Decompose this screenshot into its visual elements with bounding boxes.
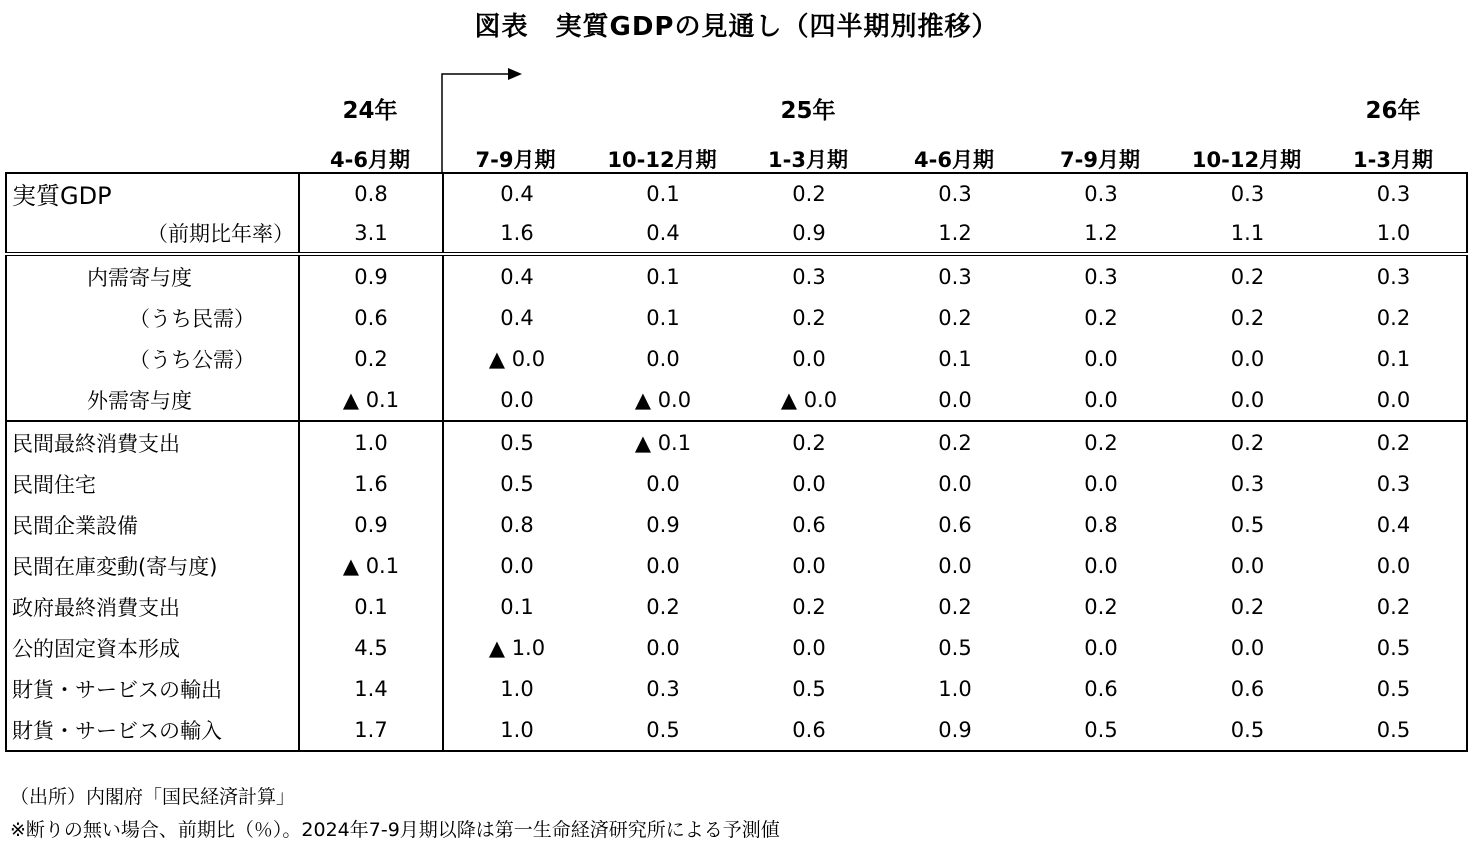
period-header: 1-3月期 (768, 148, 848, 172)
table-cell: 0.2 (882, 421, 1028, 463)
year-label-25: 25年 (780, 98, 836, 124)
table-cell: 0.5 (443, 421, 590, 463)
period-header: 10-12月期 (1191, 148, 1302, 172)
table-cell: 0.0 (1084, 553, 1118, 578)
period-header: 10-12月期 (607, 148, 717, 172)
table-cell: 0.0 (1230, 387, 1265, 412)
table-cell: 0.6 (792, 717, 826, 742)
year-label-24: 24年 (342, 98, 398, 124)
table-cell: 0.3 (1376, 471, 1411, 496)
table-cell: 0.0 (1376, 387, 1411, 412)
table-cell: ▲ 0.1 (590, 421, 736, 463)
table-cell: 1.2 (938, 220, 972, 245)
table-cell: 0.0 (792, 346, 826, 371)
period-header: 7-9月期 (1060, 148, 1140, 172)
table-cell: 1.2 (1084, 220, 1118, 245)
table-cell: 0.1 (299, 586, 443, 627)
row-label: 民間住宅 (6, 463, 299, 504)
table-cell: ▲ 1.0 (488, 635, 546, 660)
table-cell: 0.1 (590, 254, 736, 297)
table-cell: 0.0 (1084, 635, 1118, 660)
table-cell: 0.0 (1230, 553, 1265, 578)
table-cell: 0.2 (646, 594, 680, 619)
period-header: 4-6月期 (914, 148, 994, 172)
table-row (6, 627, 1467, 668)
table-cell: 0.6 (299, 297, 443, 338)
table-cell: 0.1 (500, 594, 534, 619)
source-note: （出所）内閣府「国民経済計算」 (10, 786, 296, 808)
table-cell: 0.2 (1174, 254, 1321, 297)
table-cell: 0.3 (938, 181, 972, 206)
table-row (6, 709, 1467, 751)
table-cell: 0.2 (736, 421, 882, 463)
row-label: 政府最終消費支出 (6, 586, 299, 627)
row-label: 実質GDP (6, 173, 299, 213)
row-label: 外需寄与度 (6, 379, 299, 421)
table-cell: 0.9 (792, 220, 826, 245)
table-cell: 0.9 (299, 504, 443, 545)
row-label: 民間企業設備 (6, 504, 299, 545)
table-cell: 0.2 (1230, 305, 1265, 330)
table-row (6, 213, 1467, 254)
table-cell: 0.1 (938, 346, 972, 371)
table-cell: 0.2 (1174, 421, 1321, 463)
table-cell: ▲ 0.1 (299, 379, 443, 421)
table-row (6, 586, 1467, 627)
table-cell: 0.1 (646, 305, 680, 330)
row-label: 財貨・サービスの輸入 (6, 709, 299, 751)
row-label: 民間最終消費支出 (6, 421, 299, 463)
table-row (6, 545, 1467, 586)
table-cell: 0.0 (646, 553, 680, 578)
table-cell: 0.1 (646, 181, 680, 206)
table-cell: 0.3 (736, 254, 882, 297)
table-cell: 0.9 (938, 717, 972, 742)
row-label: 公的固定資本形成 (6, 627, 299, 668)
table-cell: 0.3 (1028, 254, 1174, 297)
table-cell: 0.2 (938, 305, 972, 330)
table-cell: 0.3 (1084, 181, 1118, 206)
period-header: 1-3月期 (1353, 148, 1433, 172)
table-cell: 0.2 (1376, 305, 1411, 330)
table-cell: 1.0 (299, 421, 443, 463)
row-label: （うち民需） (6, 297, 299, 338)
table-cell: 0.2 (1084, 305, 1118, 330)
table-cell: 0.2 (299, 338, 443, 379)
table-cell: 0.4 (500, 305, 534, 330)
table-cell: 0.5 (646, 717, 680, 742)
table-cell: 0.3 (646, 676, 680, 701)
table-cell: 0.3 (1230, 181, 1265, 206)
table-cell: 0.5 (1084, 717, 1118, 742)
table-cell: 0.5 (500, 471, 534, 496)
table-cell: 0.5 (1376, 676, 1411, 701)
chart-title: 図表 実質GDPの見通し（四半期別推移） (474, 12, 999, 42)
table-cell: 0.3 (1376, 181, 1411, 206)
table-cell: 0.2 (938, 594, 972, 619)
table-cell: 0.4 (646, 220, 680, 245)
remark-note: ※断りの無い場合、前期比（％）。2024年7-9月期以降は第一生命経済研究所による予測値 (10, 819, 780, 841)
row-label: 民間在庫変動(寄与度) (6, 545, 299, 586)
table-row (6, 379, 1467, 421)
table-cell: 0.0 (792, 471, 826, 496)
period-header: 7-9月期 (475, 148, 556, 172)
table-cell: 0.9 (646, 512, 680, 537)
table-cell: 0.8 (299, 173, 443, 213)
table-cell: 1.0 (500, 676, 534, 701)
table-cell: 0.4 (1376, 512, 1411, 537)
table-cell: 0.5 (938, 635, 972, 660)
table-cell: 0.0 (1084, 471, 1118, 496)
table-row (6, 254, 1467, 297)
table-cell: ▲ 0.0 (780, 387, 838, 412)
table-cell: 0.0 (792, 635, 826, 660)
table-cell: ▲ 0.0 (634, 387, 692, 412)
table-cell: ▲ 0.1 (299, 545, 443, 586)
year-label-26: 26年 (1365, 98, 1421, 124)
table-cell: 4.5 (299, 627, 443, 668)
table-cell: 1.1 (1230, 220, 1265, 245)
table-cell: 0.2 (792, 305, 826, 330)
table-cell: 0.0 (1084, 346, 1118, 371)
table-cell: 0.0 (646, 635, 680, 660)
table-cell: 0.2 (792, 181, 826, 206)
table-cell: 0.4 (500, 181, 534, 206)
table-cell: 0.0 (1376, 553, 1411, 578)
table-cell: 1.0 (938, 676, 972, 701)
table-cell: 0.0 (1084, 387, 1118, 412)
gdp-forecast-table (5, 172, 1468, 752)
table-cell: 0.4 (443, 254, 590, 297)
table-cell: 0.6 (1084, 676, 1118, 701)
period-header: 4-6月期 (330, 148, 410, 172)
table-cell: 0.1 (1376, 346, 1411, 371)
table-row (6, 463, 1467, 504)
table-cell: 0.2 (1028, 421, 1174, 463)
table-cell: 0.0 (938, 387, 972, 412)
table-cell: 0.3 (882, 254, 1028, 297)
table-row (6, 297, 1467, 338)
table-cell: 1.0 (1376, 220, 1411, 245)
table-row (6, 668, 1467, 709)
table-row (6, 421, 1467, 463)
table-cell: 0.3 (1230, 471, 1265, 496)
table-cell: 0.5 (1376, 635, 1411, 660)
table-cell: 0.5 (1230, 717, 1265, 742)
table-cell: 1.6 (299, 463, 443, 504)
row-label: （うち公需） (6, 338, 299, 379)
table-cell: 0.2 (1084, 594, 1118, 619)
row-label: （前期比年率） (6, 213, 299, 254)
table-cell: 0.6 (792, 512, 826, 537)
table-cell: 0.8 (500, 512, 534, 537)
row-label: 財貨・サービスの輸出 (6, 668, 299, 709)
table-cell: 0.0 (938, 553, 972, 578)
table-cell: 0.0 (792, 553, 826, 578)
table-cell: 1.0 (500, 717, 534, 742)
table-cell: 3.1 (299, 213, 443, 254)
table-cell: 0.5 (792, 676, 826, 701)
table-cell: 0.5 (1376, 717, 1411, 742)
table-cell: 0.6 (938, 512, 972, 537)
table-cell: 0.9 (299, 254, 443, 297)
table-cell: 0.6 (1230, 676, 1265, 701)
table-cell: 0.0 (1230, 635, 1265, 660)
table-cell: 0.0 (500, 553, 534, 578)
table-row (6, 338, 1467, 379)
table-cell: 0.8 (1084, 512, 1118, 537)
table-cell: 0.3 (1321, 254, 1467, 297)
table-cell: 0.0 (646, 471, 680, 496)
table-cell: 0.2 (1376, 594, 1411, 619)
table-row (6, 504, 1467, 545)
table-cell: 0.0 (938, 471, 972, 496)
table-cell: 0.0 (1230, 346, 1265, 371)
table-row (6, 173, 1467, 213)
table-cell: 0.0 (646, 346, 680, 371)
table-cell: 0.2 (792, 594, 826, 619)
table-cell: 1.4 (299, 668, 443, 709)
table-cell: 0.2 (1230, 594, 1265, 619)
table-cell: 0.5 (1230, 512, 1265, 537)
table-cell: 0.0 (500, 387, 534, 412)
table-cell: 0.2 (1321, 421, 1467, 463)
table-cell: 1.7 (299, 709, 443, 751)
table-cell: ▲ 0.0 (488, 346, 546, 371)
row-label: 内需寄与度 (6, 254, 299, 297)
table-cell: 1.6 (500, 220, 534, 245)
